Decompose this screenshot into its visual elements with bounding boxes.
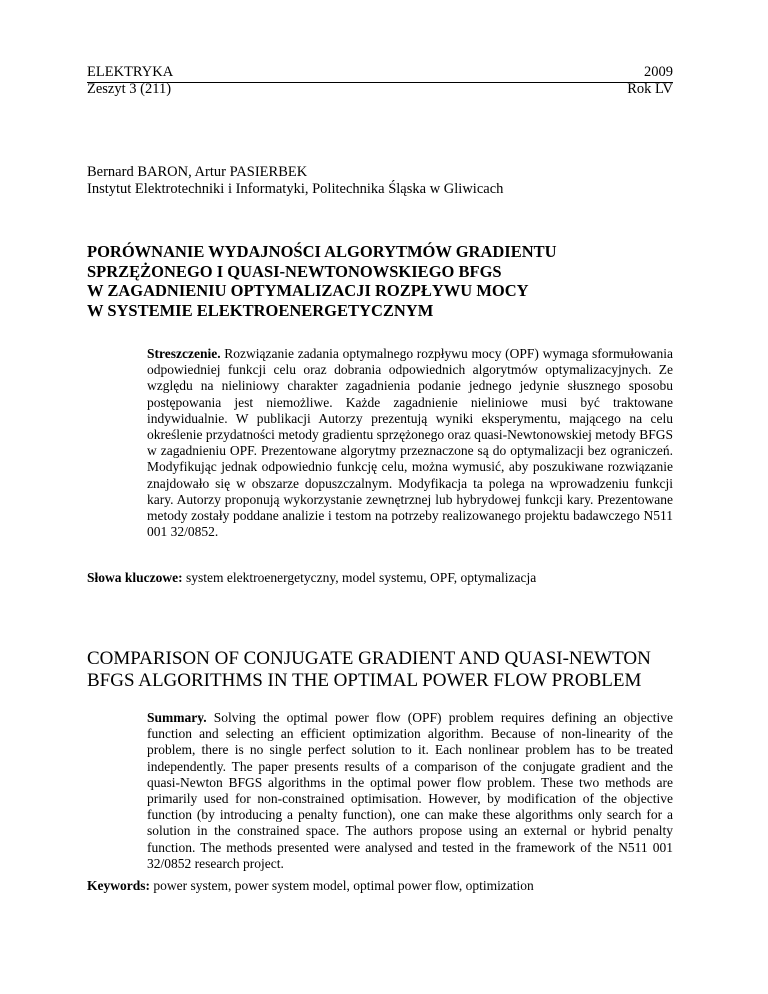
abstract-polish	[147, 346, 673, 540]
header-rule	[87, 82, 673, 83]
author-affiliation: Instytut Elektrotechniki i Informatyki, Politechnika Śląska w Gliwicach	[87, 181, 504, 197]
journal-header-right	[627, 64, 673, 98]
journal-name: ELEKTRYKA	[87, 64, 174, 80]
keywords-polish	[87, 570, 677, 586]
title-polish-line: W ZAGADNIENIU OPTYMALIZACJI ROZPŁYWU MOCY	[87, 281, 529, 300]
abstract-english	[147, 710, 673, 872]
keywords-english	[87, 878, 677, 894]
title-polish-line: PORÓWNANIE WYDAJNOŚCI ALGORYTMÓW GRADIENTU	[87, 242, 557, 261]
keywords-polish-text: system elektroenergetyczny, model systemu, OPF, optymalizacja	[186, 570, 537, 585]
abstract-english-text: Solving the optimal power flow (OPF) problem requires defining an objective function and selecting an efficient optimization algorithm. Because of non-linearity of the problem, there is no single perfect solution to it. Each nonlinear problem has to be treated independently. The paper presents results of a comparison of the conjugate gradient and the quasi-Newton BFGS algorithms in the optimal power flow problem. These two methods are primarily used for non-constrained optimisation. However, by modification of the objective function (by introducing a penalty function), one can make these algorithms only search for a solution in the constrained space. The authors propose using an external or hybrid penalty function. The methods presented were analysed and tested in the framework of the N511 001 32/0852 research project.	[147, 710, 673, 871]
journal-year: 2009	[644, 64, 673, 80]
author-names: Bernard BARON, Artur PASIERBEK	[87, 164, 308, 180]
author-block	[87, 164, 503, 198]
keywords-english-label: Keywords:	[87, 878, 150, 893]
abstract-english-label: Summary.	[147, 710, 207, 725]
title-english	[87, 648, 687, 692]
journal-volume: Rok LV	[627, 81, 673, 97]
title-english-line: BFGS ALGORITHMS IN THE OPTIMAL POWER FLOW PROBLEM	[87, 670, 642, 691]
abstract-polish-label: Streszczenie.	[147, 346, 221, 361]
title-english-line: COMPARISON OF CONJUGATE GRADIENT AND QUASI-NEWTON	[87, 648, 651, 669]
journal-header-left	[87, 64, 173, 98]
journal-issue: Zeszyt 3 (211)	[87, 81, 172, 97]
keywords-polish-label: Słowa kluczowe:	[87, 570, 183, 585]
keywords-english-text: power system, power system model, optimal power flow, optimization	[153, 878, 534, 893]
title-polish	[87, 242, 677, 320]
abstract-polish-text: Rozwiązanie zadania optymalnego rozpływu mocy (OPF) wymaga sformułowania odpowiedniej funkcji celu oraz dobrania odpowiednich algorytmów optymalizacyjnych. Ze względu na nieliniowy charakter zagadnienia podanie jednego jedynie słusznego sposobu postępowania jest niemożliwe. Każde zagadnienie nieliniowe musi być traktowane indywidualnie. W publikacji Autorzy prezentują wyniki eksperymentu, mającego na celu określenie przydatności metody gradientu sprzężonego oraz quasi-Newtonowskiej metody BFGS w zagadnieniu OPF. Prezentowane algorytmy przeznaczone są do optymalizacji bez ograniczeń. Modyfikując jednak odpowiednio funkcję celu, można wymusić, aby poszukiwane rozwiązanie znajdowało się w obszarze dopuszczalnym. Modyfikacja ta polega na wprowadzeniu funkcji kary. Autorzy proponują wykorzystanie zewnętrznej lub hybrydowej funkcji kary. Prezentowane metody zostały poddane analizie i testom na potrzeby realizowanego projektu badawczego N511 001 32/0852.	[147, 346, 674, 540]
title-polish-line: W SYSTEMIE ELEKTROENERGETYCZNYM	[87, 300, 434, 320]
title-polish-line: SPRZĘŻONEGO I QUASI-NEWTONOWSKIEGO BFGS	[87, 261, 502, 281]
